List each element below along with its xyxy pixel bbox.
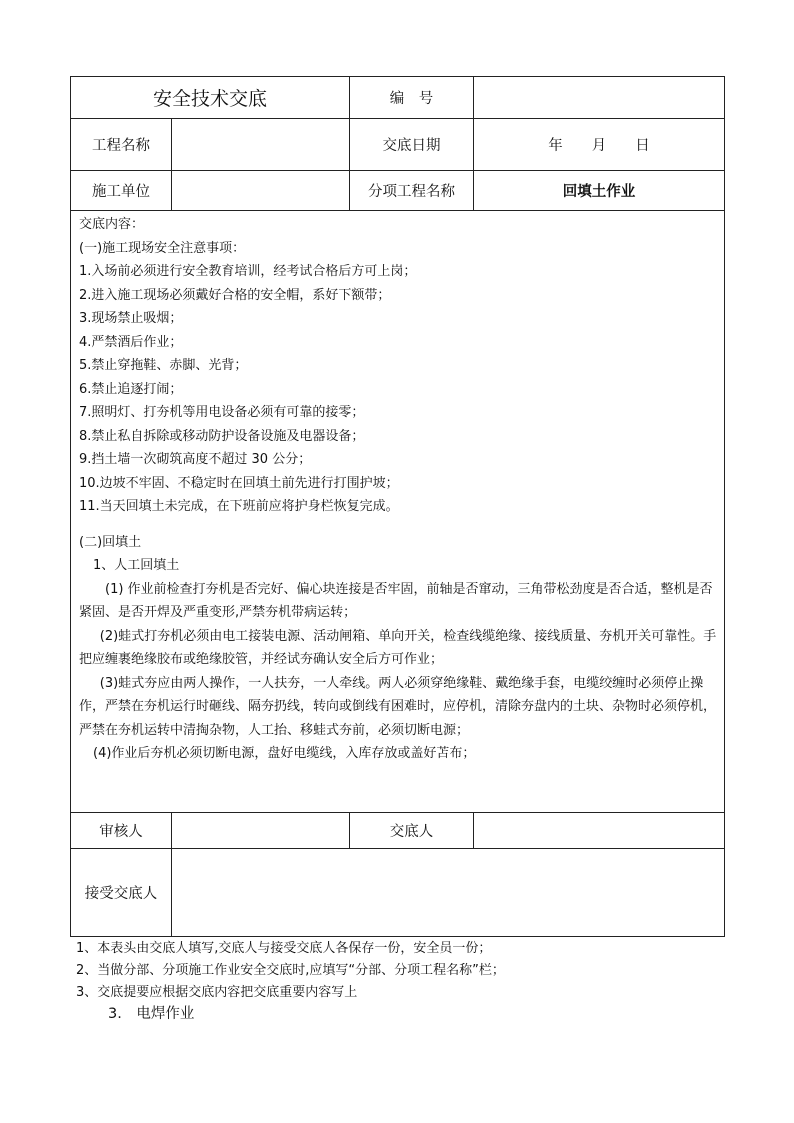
form-title: 安全技术交底 <box>71 77 350 119</box>
content-label: 交底内容： <box>79 217 145 232</box>
presenter-field[interactable] <box>474 813 725 849</box>
unit-field[interactable] <box>172 171 350 211</box>
note-item: 2、当做分部、分项施工作业安全交底时,应填写“分部、分项工程名称”栏； <box>76 963 505 978</box>
safety-briefing-form <box>70 76 724 937</box>
form-table <box>70 76 725 937</box>
briefing-content <box>71 211 725 813</box>
next-section-heading: 3. 电焊作业 <box>108 1006 195 1022</box>
subproject-label: 分项工程名称 <box>350 171 474 211</box>
section1-item: 7.照明灯、打夯机等用电设备必须有可靠的接零； <box>79 405 365 420</box>
unit-label: 施工单位 <box>71 171 172 211</box>
date-field[interactable]: 年 月 日 <box>474 119 725 171</box>
section1-item: 4.严禁酒后作业； <box>79 334 183 350</box>
section1-item: 10.边坡不牢固、不稳定时在回填土前先进行打围护坡； <box>79 475 399 491</box>
receiver-label: 接受交底人 <box>71 849 172 937</box>
section1-item: 3.现场禁止吸烟； <box>79 311 183 326</box>
note-item: 1、本表头由交底人填写,交底人与接受交底人各保存一份，安全员一份； <box>76 941 492 956</box>
section1-item: 8.禁止私自拆除或移动防护设备设施及电器设备； <box>79 428 365 444</box>
subproject-field[interactable]: 回填土作业 <box>474 171 725 211</box>
reviewer-label: 审核人 <box>71 813 172 849</box>
section1-item: 1.入场前必须进行安全教育培训，经考试合格后方可上岗； <box>79 264 417 279</box>
number-field[interactable] <box>474 77 725 119</box>
number-label: 编 号 <box>350 77 474 119</box>
section2-title: (二)回填土 <box>79 534 142 550</box>
spacer <box>79 519 718 531</box>
note-item: 3、交底提要应根据交底内容把交底重要内容写上 <box>76 985 358 1000</box>
project-name-field[interactable] <box>172 119 350 171</box>
project-name-label: 工程名称 <box>71 119 172 171</box>
date-label: 交底日期 <box>350 119 474 171</box>
section1-item: 2.进入施工现场必须戴好合格的安全帽，系好下额带； <box>79 287 391 303</box>
section2-paragraph: (1) 作业前检查打夯机是否完好、偏心块连接是否牢固，前轴是否窜动，三角带松劲度是否合适，整机是否紧固、是否开焊及严重变形,严禁夯机带病运转； <box>79 581 713 620</box>
section2-subtitle: 1、人工回填土 <box>93 558 180 573</box>
receiver-field[interactable] <box>172 849 725 937</box>
section1-item: 6.禁止追逐打闹； <box>79 381 183 397</box>
section2-paragraph: (4)作业后夯机必须切断电源，盘好电缆线，入库存放或盖好苫布； <box>93 746 476 761</box>
section2-paragraph: (3)蛙式夯应由两人操作，一人扶夯，一人牵线。两人必须穿绝缘鞋、戴绝缘手套，电缆绞缠时必须停止操作，严禁在夯机运行时砸线、隔夯扔线，转向或倒线有困难时，应停机，清除夯盘内的土块、杂物时必须停机，严禁在夯机运转中清掏杂物，人工抬、移蛙式夯前，必须切断电源； <box>79 675 717 738</box>
section1-item: 5.禁止穿拖鞋、赤脚、光背； <box>79 358 248 373</box>
form-notes <box>76 938 505 1004</box>
section2-paragraph: (2)蛙式打夯机必须由电工接装电源、活动闸箱、单向开关，检查线缆绝缘、接线质量、夯机开关可靠性。手把应缠裹绝缘胶布或绝缘胶管，并经试夯确认安全后方可作业； <box>79 628 717 667</box>
reviewer-field[interactable] <box>172 813 350 849</box>
section1-title: (一)施工现场安全注意事项： <box>79 240 246 256</box>
section1-item: 9.挡土墙一次砌筑高度不超过 30 公分； <box>79 452 312 467</box>
presenter-label: 交底人 <box>350 813 474 849</box>
section1-item: 11.当天回填土未完成，在下班前应将护身栏恢复完成。 <box>79 499 399 514</box>
